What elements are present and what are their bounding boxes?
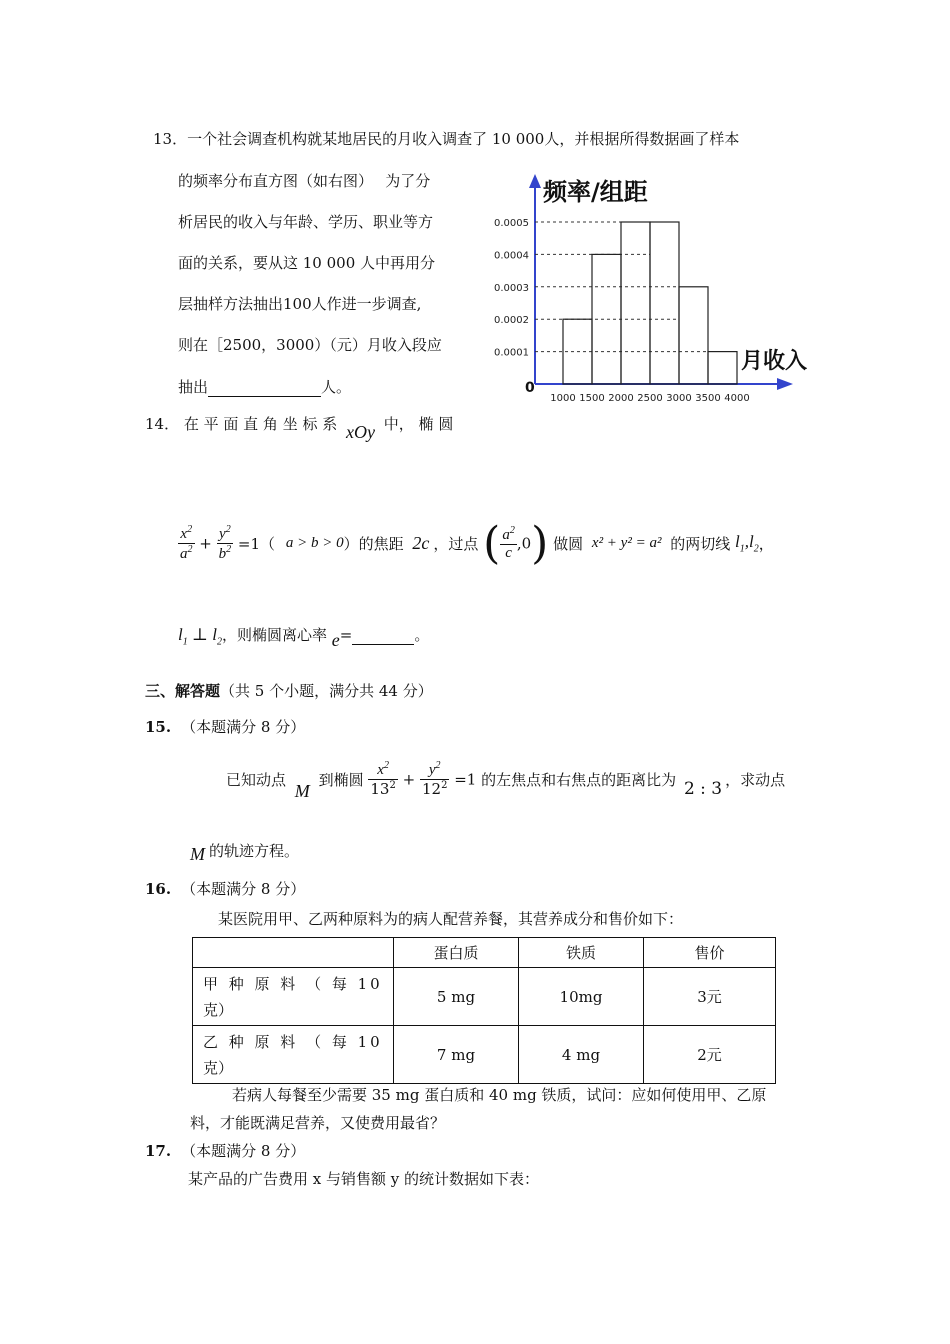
y-tick-label: 0.0001 xyxy=(494,347,529,359)
q13-line-6: 则在［2500，3000）（元）月收入段应 xyxy=(178,336,442,354)
histogram-bar xyxy=(621,222,650,384)
y-axis-arrow-icon xyxy=(529,174,541,188)
chart-title: 频率/组距 xyxy=(543,178,648,206)
table-row xyxy=(193,968,776,1026)
nutrition-table xyxy=(192,937,776,1084)
q13-line-2: 的频率分布直方图（如右图） 为了分 xyxy=(178,172,431,190)
row-label: 甲 种 原 料 （ 每 10 克） xyxy=(193,968,394,1026)
header-cell: 售价 xyxy=(644,938,776,968)
row-label: 乙 种 原 料 （ 每 10 克） xyxy=(193,1026,394,1084)
x-tick-label: 3000 xyxy=(666,393,692,404)
answer-blank[interactable] xyxy=(208,378,321,397)
y-tick-label: 0.0003 xyxy=(494,282,529,294)
price-cell: 3元 xyxy=(644,968,776,1026)
header-cell: 蛋白质 xyxy=(394,938,519,968)
table-row xyxy=(193,1026,776,1084)
x-tick-label: 1000 xyxy=(550,393,576,404)
protein-cell: 7 mg xyxy=(394,1026,519,1084)
q13-line-4: 面的关系，要从这 10 000 人中再用分 xyxy=(178,254,436,272)
coord-system: xOy xyxy=(346,422,375,442)
q16-intro: 某医院用甲、乙两种原料为的病人配营养餐，其营养成分和售价如下： xyxy=(218,910,684,928)
y-tick-label: 0.0002 xyxy=(494,315,529,327)
header-cell: 铁质 xyxy=(519,938,644,968)
q14-line-1: 14． 在 平 面 直 角 坐 标 系 xOy 中， 椭 圆 xyxy=(145,415,454,442)
q13-line-7: 抽出 人。 xyxy=(178,378,352,396)
table-header-row xyxy=(193,938,776,968)
histogram-bar xyxy=(650,222,679,384)
price-cell: 2元 xyxy=(644,1026,776,1084)
frac-y2-12: $\frac{y^2}{12^2}$ xyxy=(421,760,448,799)
q13-line-5: 层抽样方法抽出100人作进一步调查, xyxy=(178,295,422,313)
x-axis-label: 月收入 xyxy=(741,349,808,374)
frac-y2-b2: $\frac{y^2}{b^2}$ xyxy=(218,523,232,562)
histogram-chart xyxy=(485,170,825,410)
frac-a2-c: $\frac{a^2}{c}$ xyxy=(502,524,515,561)
q13-line-3: 析居民的收入与年龄、学历、职业等方 xyxy=(178,213,434,231)
q15-line-2: M 的轨迹方程。 xyxy=(190,842,300,864)
section-3-heading: 三、解答题（共 5 个小题，满分共 44 分） xyxy=(145,682,433,700)
q15-line-1: 已知动点 M 到椭圆 $\frac{x^2}{13^2}$ + $\frac{y^2}{12^2}$ =1 的左焦点和右焦点的距离比为 2 : 3 ，求动点 xyxy=(226,760,786,801)
header-cell xyxy=(193,938,394,968)
x-tick-label: 2000 xyxy=(608,393,634,404)
iron-cell: 4 mg xyxy=(519,1026,644,1084)
q16-heading: 16. （本题满分 8 分） xyxy=(145,880,306,898)
q14-line-3: $l_1$ ⊥ $l_2$，则椭圆离心率 e= 。 xyxy=(178,625,430,650)
answer-blank-e[interactable] xyxy=(352,626,414,645)
x-tick-label: 3500 xyxy=(695,393,721,404)
q14-formula-line: $\frac{x^2}{a^2}$ + $\frac{y^2}{b^2}$ =1（ a > b > 0）的焦距 2c ，过点 ( $\frac{a^2}{c}$ ,0) 做圆 x² + y² = a² 的两切线 $l_1,l_2$， xyxy=(180,518,774,569)
x-tick-label: 2500 xyxy=(637,393,663,404)
q17-intro: 某产品的广告费用 x 与销售额 y 的统计数据如下表： xyxy=(188,1170,540,1188)
x-tick-label: 1500 xyxy=(579,393,605,404)
origin-label: 0 xyxy=(525,380,535,396)
histogram-bar xyxy=(708,352,737,384)
y-tick-label: 0.0004 xyxy=(494,250,529,262)
q15-heading: 15. （本题满分 8 分） xyxy=(145,718,306,736)
q17-heading: 17. （本题满分 8 分） xyxy=(145,1142,306,1160)
iron-cell: 10mg xyxy=(519,968,644,1026)
frac-x2-13: $\frac{x^2}{13^2}$ xyxy=(370,760,396,799)
q16-after-1: 若病人每餐至少需要 35 mg 蛋白质和 40 mg 铁质，试问：应如何使用甲、乙原 xyxy=(232,1086,767,1104)
q13-line-1: 13．一个社会调查机构就某地居民的月收入调查了 10 000人，并根据所得数据画了样本 xyxy=(153,130,740,148)
x-axis-arrow-icon xyxy=(777,378,793,390)
q16-after-2: 料，才能既满足营养，又使费用最省？ xyxy=(190,1114,446,1132)
x-tick-label: 4000 xyxy=(724,393,750,404)
histogram-bar xyxy=(679,287,708,384)
y-tick-label: 0.0005 xyxy=(494,218,529,229)
frac-x2-a2: $\frac{x^2}{a^2}$ xyxy=(180,523,193,562)
protein-cell: 5 mg xyxy=(394,968,519,1026)
